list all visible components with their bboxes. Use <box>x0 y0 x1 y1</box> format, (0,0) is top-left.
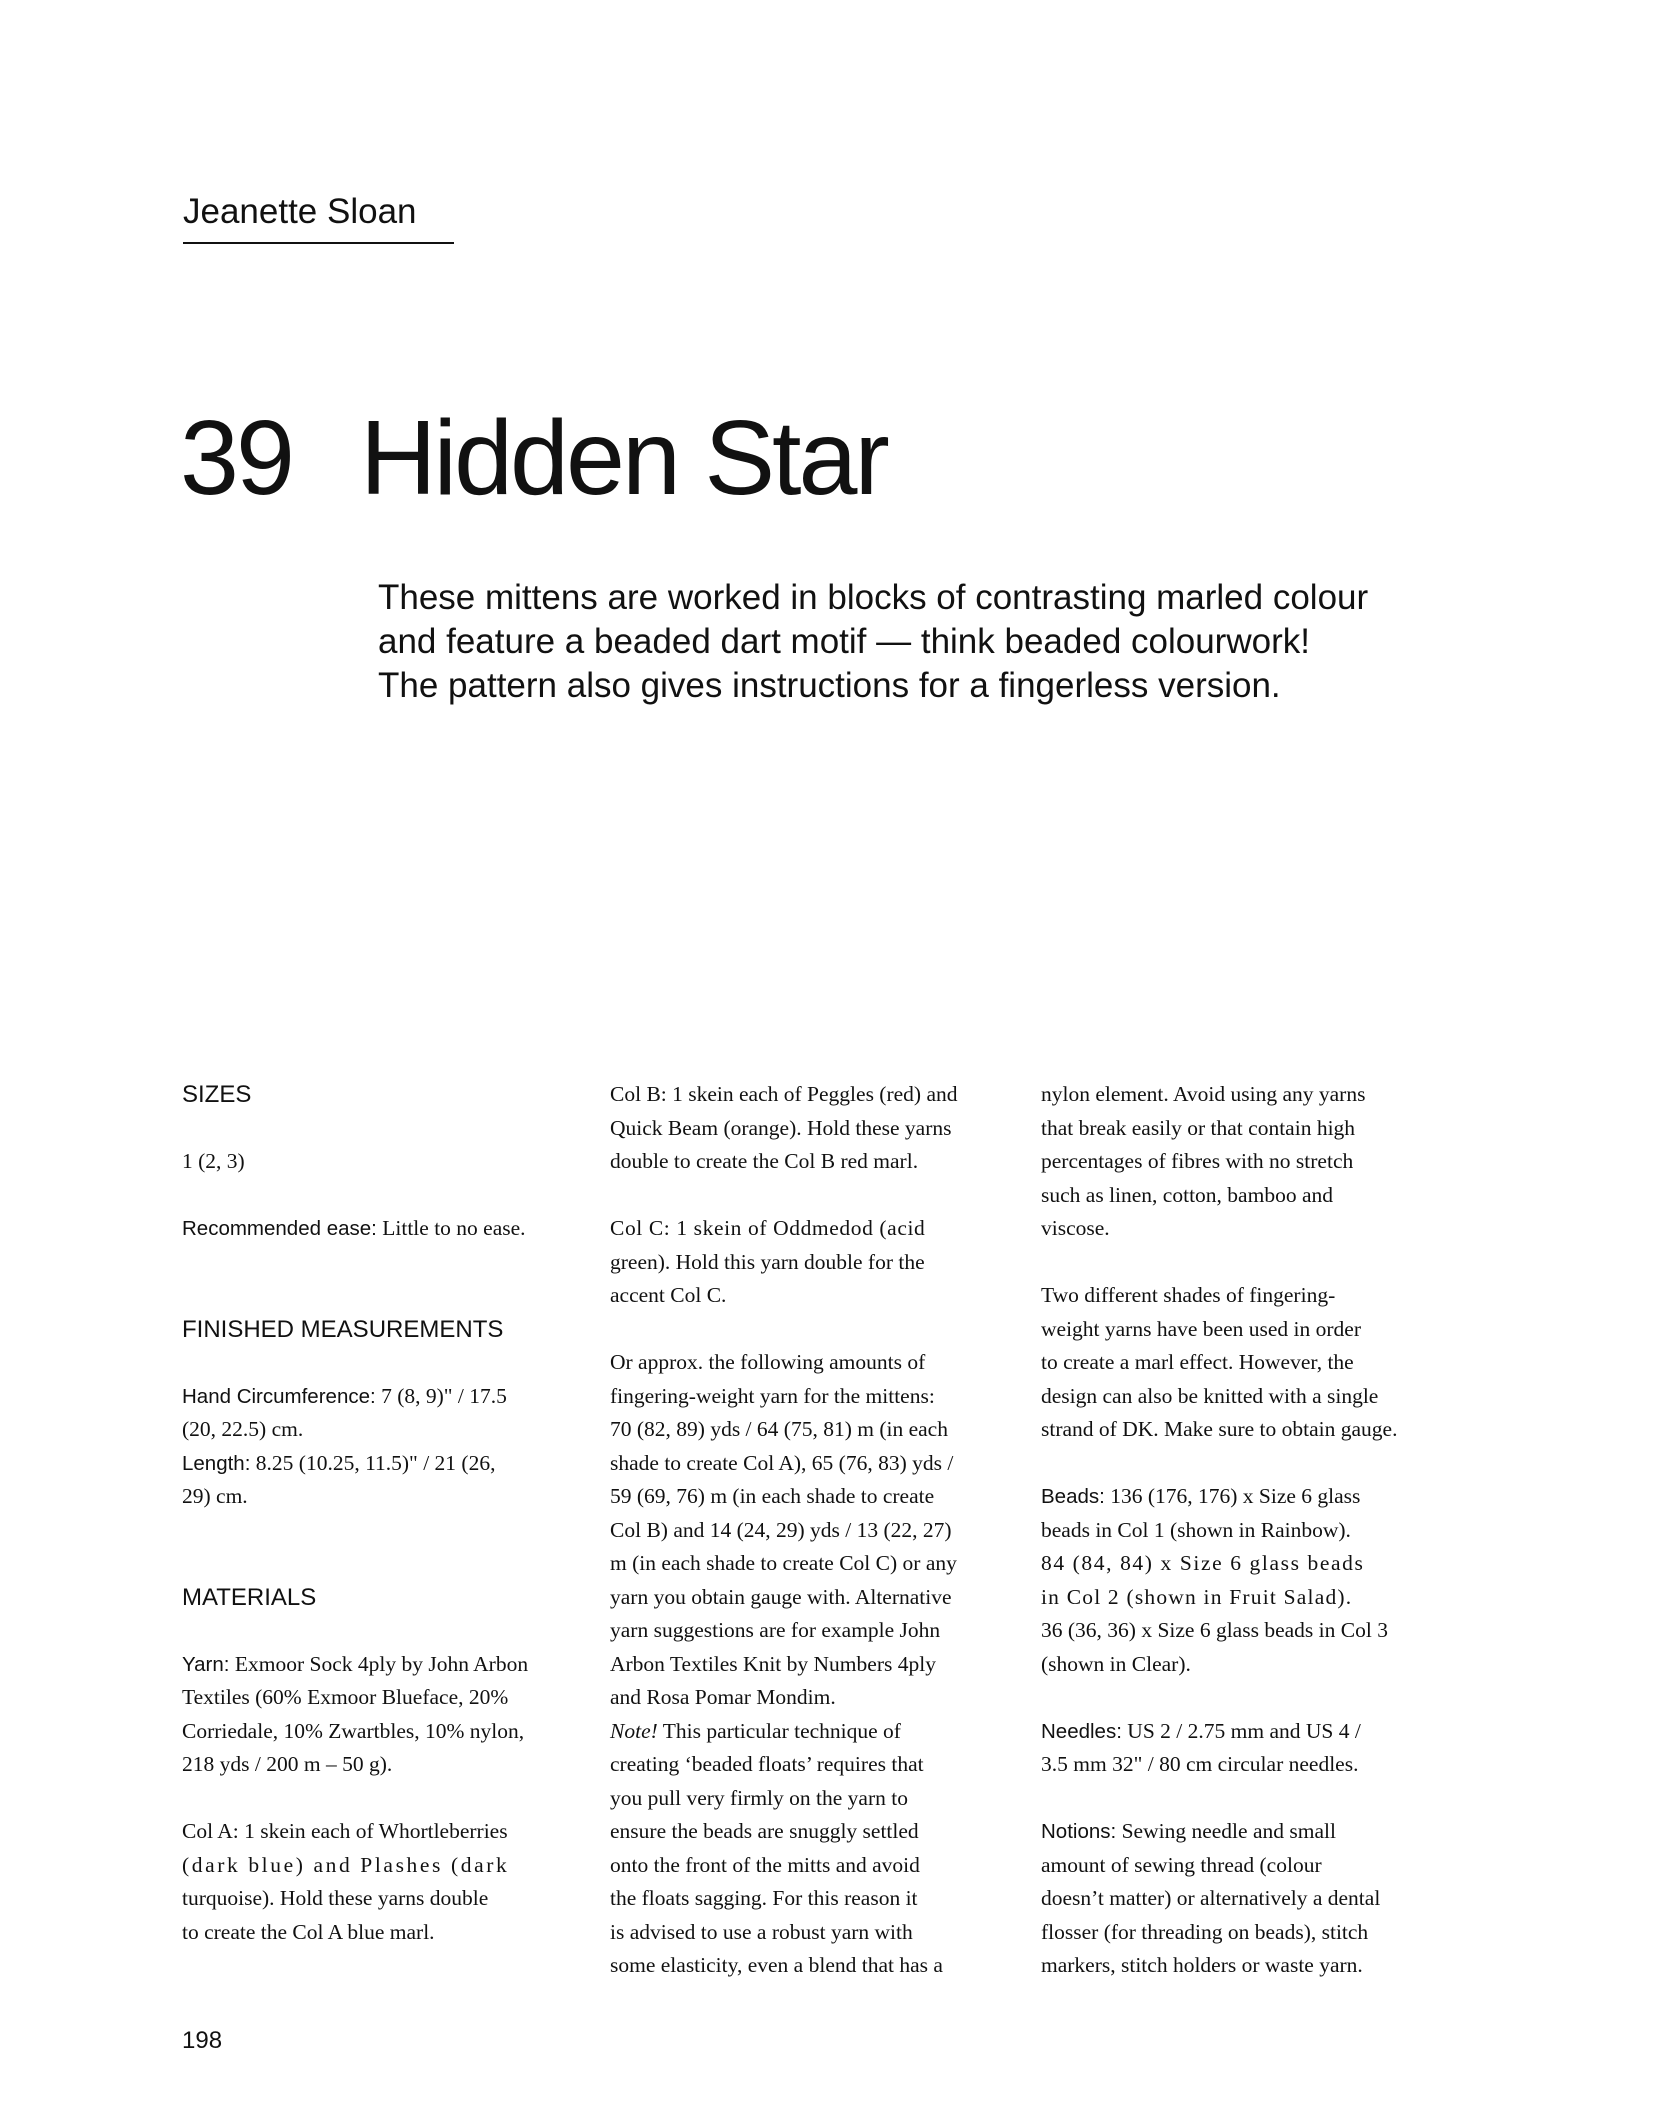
ease-label: Recommended ease: <box>182 1217 377 1240</box>
shades-line: Two different shades of fingering- <box>1041 1283 1336 1307</box>
sizes-value: 1 (2, 3) <box>182 1149 245 1173</box>
note-label: Note! <box>610 1718 658 1743</box>
approx-line: 70 (82, 89) yds / 64 (75, 81) m (in each <box>610 1417 948 1441</box>
shades-line: to create a marl effect. However, the <box>1041 1350 1354 1374</box>
beads-line: beads in Col 1 (shown in Rainbow). <box>1041 1517 1351 1542</box>
yarn-line: 218 yds / 200 m – 50 g). <box>182 1752 393 1776</box>
length-value: 8.25 (10.25, 11.5)" / 21 (26, <box>250 1450 496 1475</box>
notions-line: amount of sewing thread (colour <box>1041 1852 1322 1877</box>
beads-value: 136 (176, 176) x Size 6 glass <box>1104 1484 1361 1508</box>
approx-line: fingering-weight yarn for the mittens: <box>610 1383 935 1408</box>
pattern-number: 39 <box>180 399 292 517</box>
beads-line: 84 (84, 84) x Size 6 glass beads <box>1041 1551 1365 1575</box>
shades-line: design can also be knitted with a single <box>1041 1383 1379 1408</box>
approx-line: Col B) and 14 (24, 29) yds / 13 (22, 27) <box>610 1517 952 1542</box>
intro-line: These mittens are worked in blocks of contrasting marled colour <box>378 578 1369 617</box>
beads-line <box>1041 1480 1435 1514</box>
needles-line: 3.5 mm 32" / 80 cm circular needles. <box>1041 1752 1359 1776</box>
approx-line: shade to create Col A), 65 (76, 83) yds / <box>610 1450 954 1475</box>
col-c-line: accent Col C. <box>610 1283 727 1307</box>
shades-line: weight yarns have been used in order <box>1041 1316 1362 1341</box>
yarn-value: Exmoor Sock 4ply by John Arbon <box>229 1651 529 1676</box>
sizes-heading: SIZES <box>182 1081 252 1108</box>
notions-line <box>1041 1815 1435 1849</box>
beads-line: 36 (36, 36) x Size 6 glass beads in Col 3 <box>1041 1618 1388 1642</box>
page-number: 198 <box>182 2027 223 2054</box>
approx-line: and Rosa Pomar Mondim. <box>610 1685 836 1709</box>
recommended-ease <box>182 1212 574 1246</box>
col-b-line: Col B: 1 skein each of Peggles (red) and <box>610 1082 958 1106</box>
col-c-line: green). Hold this yarn double for the <box>610 1249 925 1274</box>
note-line: onto the front of the mitts and avoid <box>610 1852 920 1877</box>
yarn-advice-line: viscose. <box>1041 1216 1110 1240</box>
approx-line: m (in each shade to create Col C) or any <box>610 1551 957 1575</box>
pattern-name: Hidden Star <box>360 399 887 517</box>
note-line: creating ‘beaded floats’ requires that <box>610 1752 924 1776</box>
yarn-advice-line: nylon element. Avoid using any yarns <box>1041 1082 1366 1106</box>
hand-value: 7 (8, 9)" / 17.5 <box>375 1383 507 1408</box>
shades-line: strand of DK. Make sure to obtain gauge. <box>1041 1417 1398 1441</box>
note-line: ensure the beads are snuggly settled <box>610 1819 919 1843</box>
yarn-advice-line: that break easily or that contain high <box>1041 1115 1356 1140</box>
length-label: Length: <box>182 1451 251 1475</box>
needles-label: Needles: <box>1041 1719 1122 1743</box>
beads-line: in Col 2 (shown in Fruit Salad). <box>1041 1584 1353 1609</box>
approx-line: Or approx. the following amounts of <box>610 1350 926 1374</box>
notions-line: flosser (for threading on beads), stitch <box>1041 1919 1369 1944</box>
yarn-line: Corriedale, 10% Zwartbles, 10% nylon, <box>182 1718 525 1743</box>
note-line <box>610 1715 1004 1749</box>
note-text: This particular technique of <box>657 1718 901 1743</box>
note-line: some elasticity, even a blend that has a <box>610 1953 943 1977</box>
needles-value: US 2 / 2.75 mm and US 4 / <box>1121 1718 1361 1743</box>
notions-label: Notions: <box>1041 1820 1117 1843</box>
note-line: the floats sagging. For this reason it <box>610 1886 918 1910</box>
col-c-line: Col C: 1 skein of Oddmedod (acid <box>610 1216 926 1240</box>
note-line: you pull very firmly on the yarn to <box>610 1785 908 1810</box>
col-a-line: turquoise). Hold these yarns double <box>182 1886 489 1910</box>
col-a-line: to create the Col A blue marl. <box>182 1919 435 1944</box>
hand-circumference <box>182 1380 574 1414</box>
approx-line: 59 (69, 76) m (in each shade to create <box>610 1484 935 1508</box>
needles-line <box>1041 1715 1435 1749</box>
length-cont: 29) cm. <box>182 1484 248 1508</box>
column-sizes-materials <box>182 1078 574 1949</box>
author-name: Jeanette Sloan <box>183 192 454 244</box>
notions-line: doesn’t matter) or alternatively a dental <box>1041 1886 1381 1910</box>
yarn-advice-line: such as linen, cotton, bamboo and <box>1041 1182 1333 1207</box>
approx-line: Arbon Textiles Knit by Numbers 4ply <box>610 1651 936 1676</box>
column-supplies <box>1041 1078 1435 1983</box>
note-line: is advised to use a robust yarn with <box>610 1919 913 1944</box>
yarn-label: Yarn: <box>182 1652 230 1676</box>
yarn-advice-line: percentages of fibres with no stretch <box>1041 1149 1354 1173</box>
intro-line: and feature a beaded dart motif — think beaded colourwork! <box>378 622 1310 661</box>
yarn-line <box>182 1648 574 1682</box>
column-yarn-details <box>610 1078 1004 1983</box>
ease-value: Little to no ease. <box>376 1216 526 1240</box>
intro-line: The pattern also gives instructions for a fingerless version. <box>378 666 1281 705</box>
col-b-line: double to create the Col B red marl. <box>610 1149 919 1173</box>
hand-label: Hand Circumference: <box>182 1384 376 1408</box>
finished-measurements-heading: FINISHED MEASUREMENTS <box>182 1315 504 1343</box>
beads-label: Beads: <box>1041 1485 1105 1508</box>
intro-paragraph <box>378 576 1468 708</box>
col-b-line: Quick Beam (orange). Hold these yarns <box>610 1115 952 1140</box>
approx-line: yarn you obtain gauge with. Alternative <box>610 1584 952 1609</box>
length <box>182 1447 574 1481</box>
pattern-title <box>180 398 887 518</box>
approx-line: yarn suggestions are for example John <box>610 1618 941 1642</box>
notions-line: markers, stitch holders or waste yarn. <box>1041 1953 1363 1977</box>
notions-value: Sewing needle and small <box>1116 1819 1336 1843</box>
yarn-line: Textiles (60% Exmoor Blueface, 20% <box>182 1685 509 1709</box>
beads-line: (shown in Clear). <box>1041 1651 1191 1676</box>
hand-circumference-cont: (20, 22.5) cm. <box>182 1417 304 1441</box>
materials-heading: MATERIALS <box>182 1583 317 1611</box>
col-a-line: Col A: 1 skein each of Whortleberries <box>182 1819 508 1843</box>
col-a-line: (dark blue) and Plashes (dark <box>182 1852 510 1877</box>
